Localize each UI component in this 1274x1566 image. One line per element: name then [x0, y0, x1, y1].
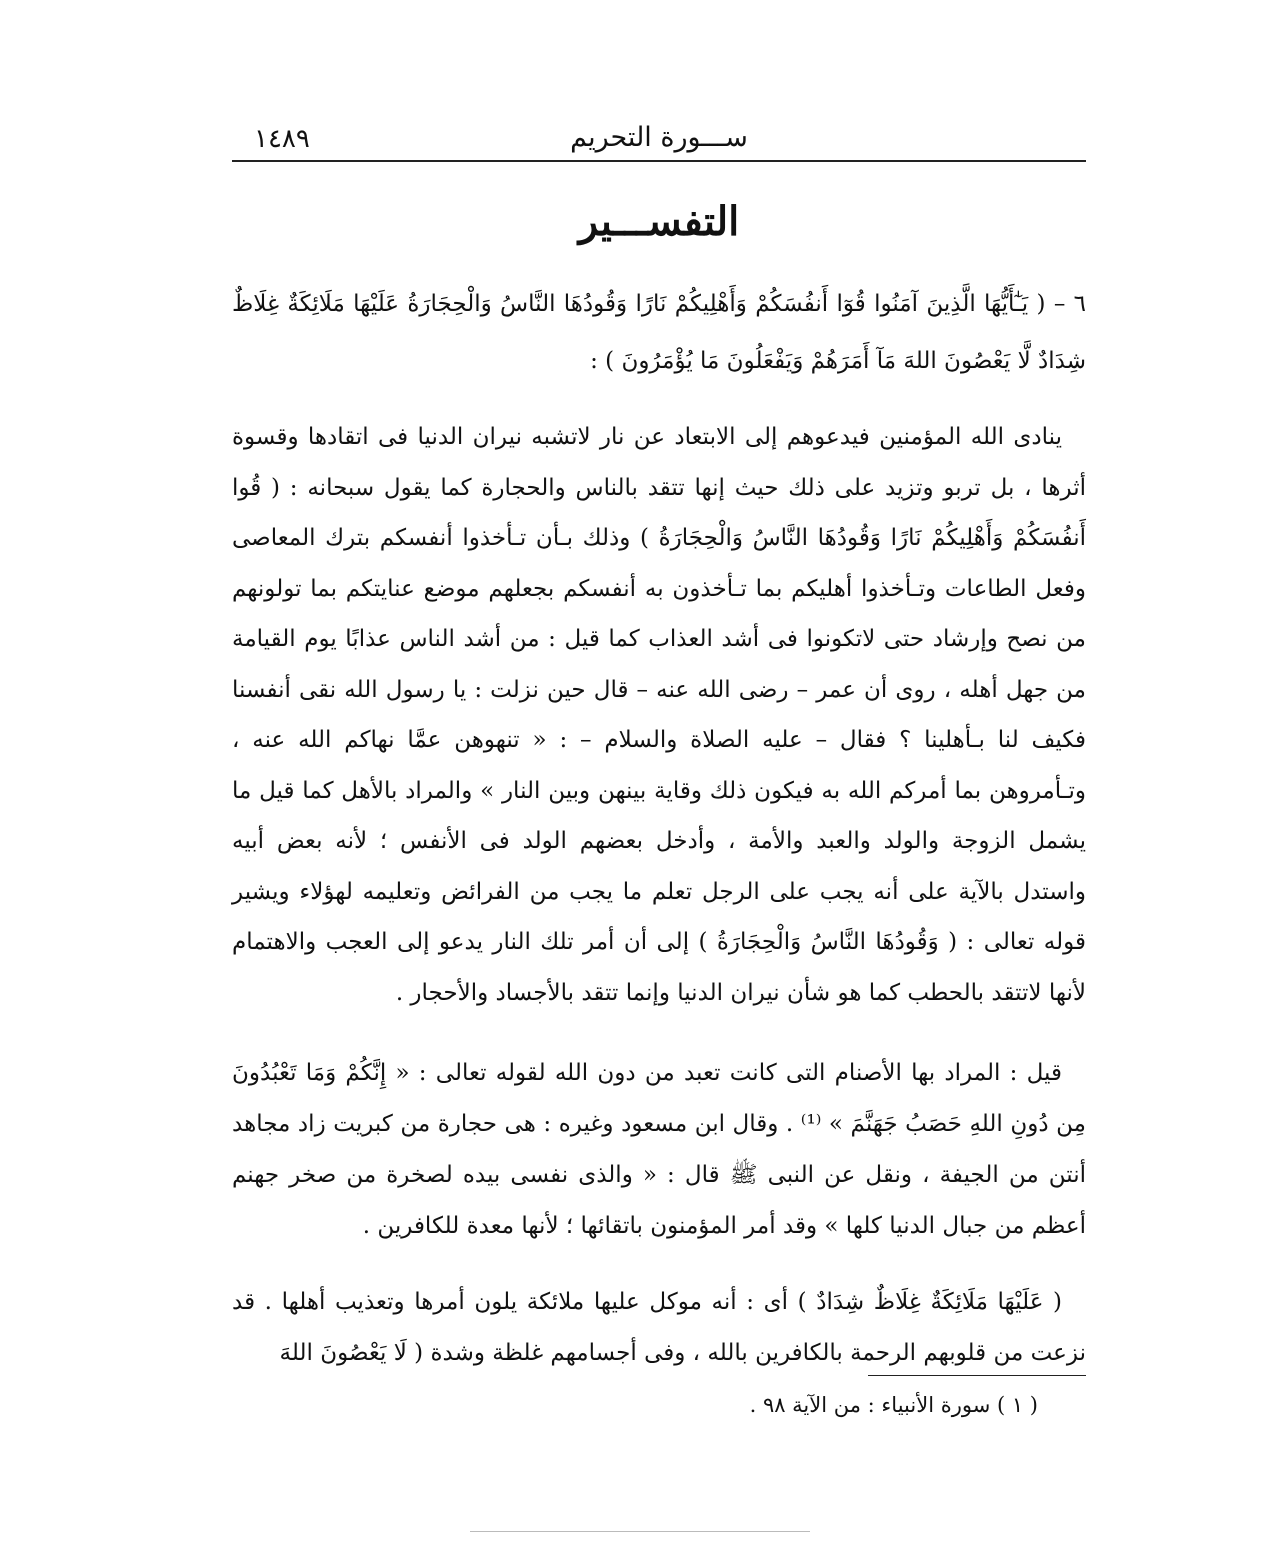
quran-verse: ٦ – ( يَـٰٓأَيُّهَا الَّذِينَ آمَنُوا قُوٓا أَنفُسَكُمْ وَأَهْلِيكُمْ نَارًا وَقُودُهَا النَّاسُ وَالْحِجَارَةُ عَلَيْهَا مَلَائِكَةٌ غِلَاظٌ شِدَادٌ لَّا يَعْصُونَ اللهَ مَآ أَمَرَهُمْ وَيَفْعَلُونَ مَا يُؤْمَرُونَ ) :: [232, 291, 1086, 374]
footnote: ( ١ ) سورة الأنبياء : من الآية ٩٨ .: [749, 1393, 1038, 1417]
commentary-paragraph-3: [232, 1277, 1086, 1379]
scan-edge-line: [470, 1531, 810, 1532]
section-heading: التفســـير: [578, 198, 740, 245]
paragraph-text: ينادى الله المؤمنين فيدعوهم إلى الابتعاد عن نار لاتشبه نيران الدنيا فى اتقادها وقسوة أثرها ، بل تربو وتزيد على ذلك حيث إنها تتقد بالناس والحجارة كما يقول سبحانه : ( قُوا أَنفُسَكُمْ وَأَهْلِيكُمْ نَارًا وَقُودُهَا النَّاسُ وَالْحِجَارَةُ ) وذلك بـأن تـأخذوا أنفسكم بترك المعاصى وفعل الطاعات وتـأخذوا أهليكم بما تـأخذون به أنفسكم بجعلهم موضع عنايتكم بما تولونهم من نصح وإرشاد حتى لاتكونوا فى أشد العذاب كما قيل : من أشد الناس عذابًا يوم القيامة من جهل أهله ، روى أن عمر – رضى الله عنه – قال حين نزلت : يا رسول الله نقى أنفسنا فكيف لنا بـأهلينا ؟ فقال – عليه الصلاة والسلام – : « تنهوهن عمَّا نهاكم الله عنه ، وتـأمروهن بما أمركم الله به فيكون ذلك وقاية بينهن وبين النار » والمراد بالأهل كما قيل ما يشمل الزوجة والولد والعبد والأمة ، وأدخل بعضهم الولد فى الأنفس ؛ لأنه بعض أبيه واستدل بالآية على أنه يجب على الرجل تعلم ما يجب من الفرائض وتعليمه لهؤلاء ويشير قوله تعالى : ( وَقُودُهَا النَّاسُ وَالْحِجَارَةُ ) إلى أن أمر تلك النار يدعو إلى العجب والاهتمام لأنها لاتتقد بالحطب كما هو شأن نيران الدنيا وإنما تتقد بالأجساد والأحجار .: [232, 424, 1086, 1006]
page-header: [232, 118, 1086, 160]
footnote-divider: [868, 1375, 1086, 1376]
page-number: ١٤٨٩: [254, 124, 310, 154]
paragraph-text: قيل : المراد بها الأصنام التى كانت تعبد من دون الله لقوله تعالى : « إِنَّكُمْ وَمَا تَعْبُدُونَ مِن دُونِ اللهِ حَصَبُ جَهَنَّمَ » ⁽¹⁾ . وقال ابن مسعود وغيره : هى حجارة من كبريت زاد مجاهد أنتن من الجيفة ، ونقل عن النبى ﷺ قال : « والذى نفسى بيده لصخرة من صخر جهنم أعظم من جبال الدنيا كلها » وقد أمر المؤمنون باتقائها ؛ لأنها معدة للكافرين .: [232, 1060, 1086, 1239]
header-divider: [232, 160, 1086, 162]
commentary-paragraph-2: [232, 1048, 1086, 1252]
paragraph-text: ( عَلَيْهَا مَلَائِكَةٌ غِلَاظٌ شِدَادٌ ) أى : أنه موكل عليها ملائكة يلون أمرها وتعذيب أهلها . قد نزعت من قلوبهم الرحمة بالكافرين بالله ، وفى أجسامهم غلظة وشدة ( لَا يَعْصُونَ اللهَ: [232, 1289, 1086, 1366]
surah-title: ســـورة التحريم: [570, 122, 748, 153]
commentary-paragraph-1: [232, 412, 1086, 1018]
